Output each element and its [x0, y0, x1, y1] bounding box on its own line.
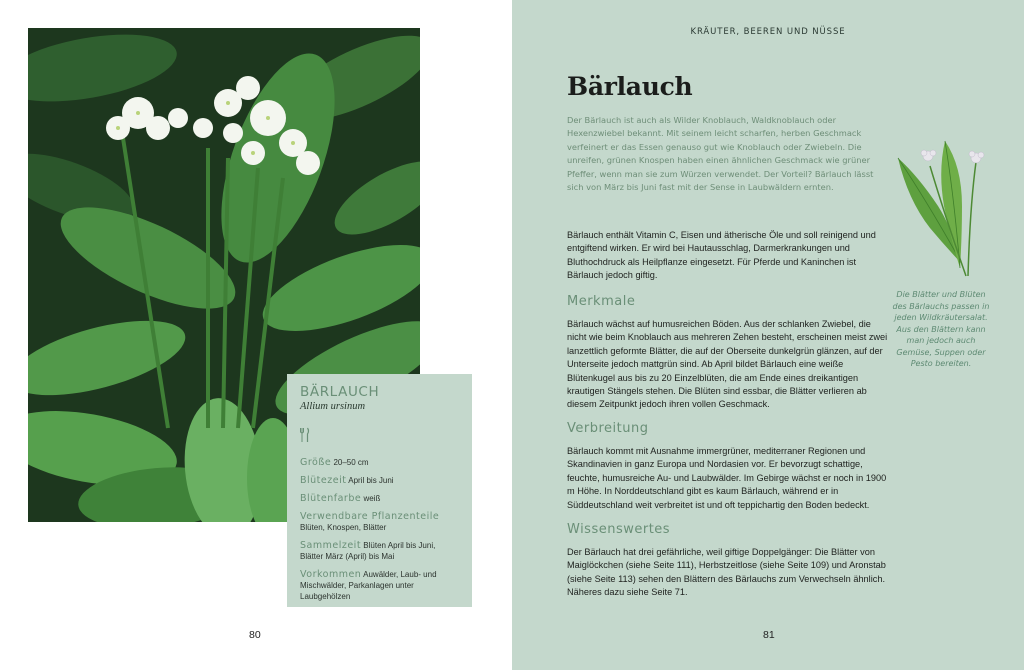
- plant-profile-box: [287, 374, 472, 607]
- intro-paragraph: Der Bärlauch ist auch als Wilder Knoblauch, Waldknoblauch oder Hexenzwiebel bekannt. Mit seinem leicht scharfen, herben Geschmack verfeinert er das Essen genauso gut wie Knoblauch oder Zwiebeln. Die unreifen, grünen Knospen haben einen ähnlichen Geschmack wie grüner Pfeffer, wenn man sie zum Würzen verwendet. Der Vorteil? Bärlauch lässt sich von März bis Juni fast mit der Sense in Laubwäldern ernten.: [567, 115, 874, 193]
- page-title: Bärlauch: [567, 72, 693, 101]
- fact-value: Blüten, Knospen, Blätter: [300, 523, 387, 532]
- fact-label: Vorkommen: [300, 569, 362, 580]
- section-text-distribution: Bärlauch kommt mit Ausnahme immergrüner, mediterraner Regionen und Skandinavien in ganz Europa und Nordasien vor. Er bevorzugt schattige, feuchte, humusreiche Au- und Laubwälder. Im Gebirge wächst er noch in 1900 m Höhe. In Norddeutschland gibt es kaum Bärlauch, während er in Süddeutschland weit verbreitet ist und oft teppichartig den Boden bedeckt.: [567, 446, 887, 510]
- page-number: 80: [249, 629, 261, 641]
- side-caption: Die Blätter und Blüten des Bärlauchs passen in jeden Wildkräutersalat. Aus den Blättern kann man jedoch auch Gemüse, Suppen oder Pesto bereiten.: [892, 290, 990, 368]
- fact-label: Verwendbare Pflanzenteile: [300, 511, 440, 522]
- section-heading-features: Merkmale: [567, 294, 636, 309]
- right-page: [512, 0, 1024, 670]
- body-paragraph: Bärlauch enthält Vitamin C, Eisen und ätherische Öle und soll reinigend und entgiftend wirken. Er wird bei Hautausschlag, Darmerkrankungen und Bluthochdruck als Heilpflanze eingesetzt. Für Pferde und Kaninchen ist Bärlauch jedoch giftig.: [567, 230, 876, 281]
- page-number: 81: [763, 629, 775, 641]
- section-text-trivia: Der Bärlauch hat drei gefährliche, weil giftige Doppelgänger: Die Blätter von Maiglöckchen (siehe Seite 111), Herbstzeitlose (siehe Seite 109) und Aronstab (siehe Seite 113) sehen den Blättern des Bärlauchs zum Verwechseln ähnlich. Näheres dazu siehe Seite 71.: [567, 547, 886, 598]
- fact-value: Blüten April bis Juni, Blätter März (April) bis Mai: [300, 541, 436, 561]
- running-head: KRÄUTER, BEEREN UND NÜSSE: [690, 27, 846, 37]
- fact-harvest-time: [300, 540, 460, 562]
- fact-value: April bis Juni: [348, 476, 394, 485]
- fact-value: weiß: [363, 494, 381, 503]
- fact-size: [300, 457, 460, 468]
- fact-flowering-time: [300, 475, 460, 486]
- profile-title: BÄRLAUCH: [300, 384, 380, 400]
- fact-label: Blütezeit: [300, 475, 347, 486]
- fact-value: 20–50 cm: [333, 458, 369, 467]
- section-heading-distribution: Verbreitung: [567, 421, 649, 436]
- fork-knife-icon: [300, 427, 460, 445]
- fact-label: Sammelzeit: [300, 540, 362, 551]
- profile-facts: [300, 457, 460, 602]
- section-text-features: Bärlauch wächst auf humusreichen Böden. Aus der schlanken Zwiebel, die nicht wie beim Knoblauch aus mehreren Zehen besteht, erscheinen meist zwei lanzettlich geformte Blätter, die auf der Oberseite dunkelgrün glänzen, auf der Unterseite jedoch mattgrün sind. Ab April bildet Bärlauch eine weiße Blütenkugel aus bis zu 20 Einzelblüten, die am Ende eines dreikantigen krautigen Stängels stehen. Die Blüten sind essbar, die Blätter verlieren ab diesem Zeitpunkt jedoch ihren vollen Geschmack.: [567, 319, 888, 410]
- latin-name: Allium ursinum: [300, 401, 366, 412]
- fact-value: Auwälder, Laub- und Mischwälder, Parkanlagen unter Laubgehölzen: [300, 570, 437, 601]
- section-heading-trivia: Wissenswertes: [567, 522, 671, 537]
- wild-garlic-plant-icon: [890, 136, 990, 278]
- fact-habitat: [300, 569, 460, 602]
- fact-label: Blütenfarbe: [300, 493, 362, 504]
- fact-flower-color: [300, 493, 460, 504]
- fact-usable-parts: [300, 511, 460, 533]
- fact-label: Größe: [300, 457, 332, 468]
